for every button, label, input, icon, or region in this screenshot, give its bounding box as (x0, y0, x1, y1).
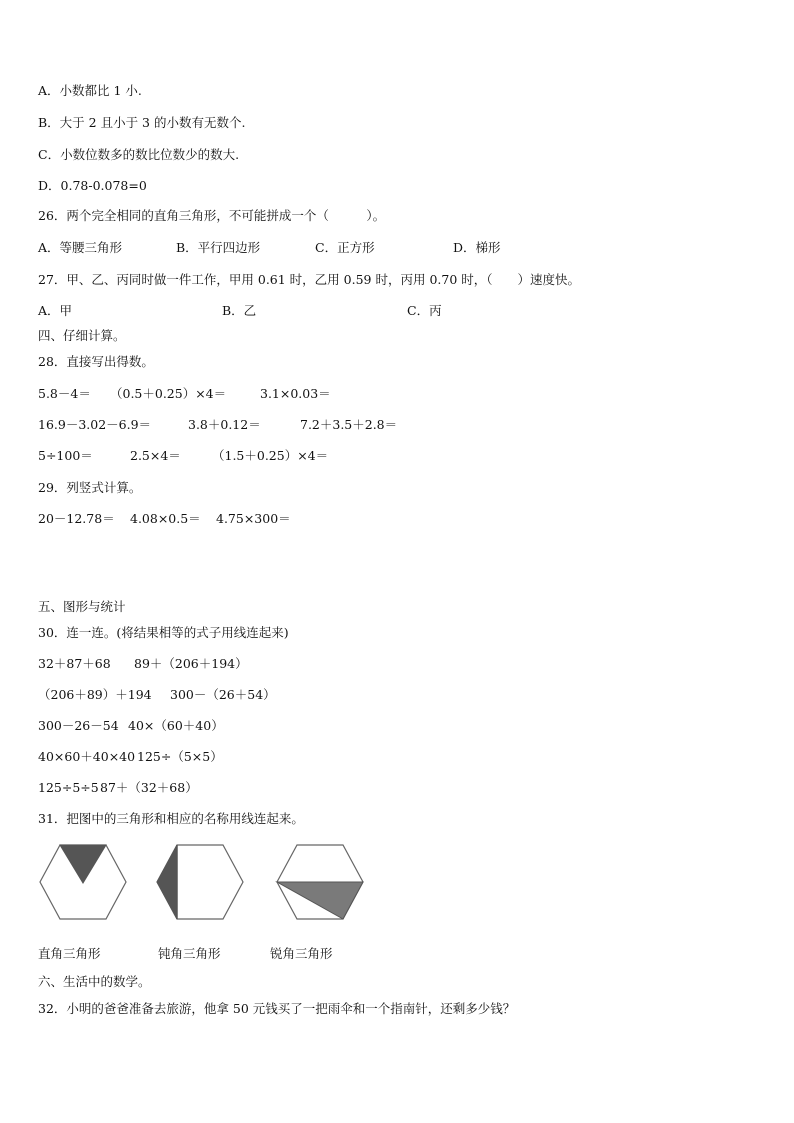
q30-r2-left: （206＋89）＋194 (38, 687, 152, 702)
hexagon-figure-2 (155, 843, 245, 921)
q28-r3c3: （1.5＋0.25）×4＝ (212, 448, 329, 463)
q26-option-d: D．梯形 (453, 240, 501, 255)
triangle-name-obtuse: 钝角三角形 (158, 946, 221, 961)
q27-option-a: A．甲 (38, 303, 73, 318)
q26-option-c: C．正方形 (315, 240, 375, 255)
q25-option-d: D．0.78-0.078=0 (38, 178, 147, 193)
triangle-name-right: 直角三角形 (38, 946, 101, 961)
q28-r2c1: 16.9－3.02－6.9＝ (38, 417, 152, 432)
q31-stem: 31．把图中的三角形和相应的名称用线连起来。 (38, 811, 304, 826)
q30-r3-right: 40×（60＋40） (128, 718, 224, 733)
section4-title: 四、仔细计算。 (38, 328, 126, 343)
q26-option-a: A．等腰三角形 (38, 240, 123, 255)
q25-option-c: C．小数位数多的数比位数少的数大. (38, 147, 240, 162)
section6-title: 六、生活中的数学。 (38, 974, 151, 989)
q26-stem: 26．两个完全相同的直角三角形，不可能拼成一个（ ）。 (38, 208, 386, 223)
q27-option-b: B．乙 (222, 303, 257, 318)
q28-r1c3: 3.1×0.03＝ (260, 386, 331, 401)
hexagon-figure-1 (38, 843, 128, 921)
q30-r4-left: 40×60＋40×40 (38, 749, 136, 764)
q25-option-b: B．大于 2 且小于 3 的小数有无数个. (38, 115, 246, 130)
shaded-triangle (157, 845, 177, 919)
q29-item-2: 4.08×0.5＝ (130, 511, 201, 526)
q29-item-3: 4.75×300＝ (216, 511, 291, 526)
q30-r5-right: 87＋（32＋68） (100, 780, 198, 795)
q30-r3-left: 300－26－54 (38, 718, 119, 733)
q30-r2-right: 300－（26＋54） (170, 687, 276, 702)
hexagon-figure-3 (275, 843, 365, 921)
q28-r2c3: 7.2＋3.5＋2.8＝ (300, 417, 398, 432)
q28-stem: 28．直接写出得数。 (38, 354, 154, 369)
q29-item-1: 20－12.78＝ (38, 511, 115, 526)
q28-r1c1: 5.8－4＝ (38, 386, 91, 401)
q30-stem: 30．连一连。(将结果相等的式子用线连起来) (38, 625, 289, 640)
q28-r1c2: （0.5＋0.25）×4＝ (110, 386, 227, 401)
q32-stem: 32．小明的爸爸准备去旅游，他拿 50 元钱买了一把雨伞和一个指南针，还剩多少钱？ (38, 1001, 516, 1016)
q27-stem: 27．甲、乙、丙同时做一件工作，甲用 0.61 时，乙用 0.59 时，丙用 0.70 时，（ ）速度快。 (38, 272, 580, 287)
q29-stem: 29．列竖式计算。 (38, 480, 142, 495)
q25-option-a: A．小数都比 1 小. (38, 83, 142, 98)
shaded-triangle (277, 882, 363, 919)
q30-r1-left: 32＋87＋68 (38, 656, 111, 671)
q26-option-b: B．平行四边形 (176, 240, 261, 255)
section5-title: 五、图形与统计 (38, 599, 126, 614)
q28-r3c1: 5÷100＝ (38, 448, 93, 463)
q27-option-c: C．丙 (407, 303, 442, 318)
shaded-triangle (60, 845, 106, 883)
q30-r5-left: 125÷5÷5 (38, 780, 99, 795)
q28-r2c2: 3.8＋0.12＝ (188, 417, 261, 432)
q30-r4-right: 125÷（5×5） (137, 749, 223, 764)
q28-r3c2: 2.5×4＝ (130, 448, 181, 463)
triangle-name-acute: 锐角三角形 (270, 946, 333, 961)
q30-r1-right: 89＋（206＋194） (134, 656, 248, 671)
